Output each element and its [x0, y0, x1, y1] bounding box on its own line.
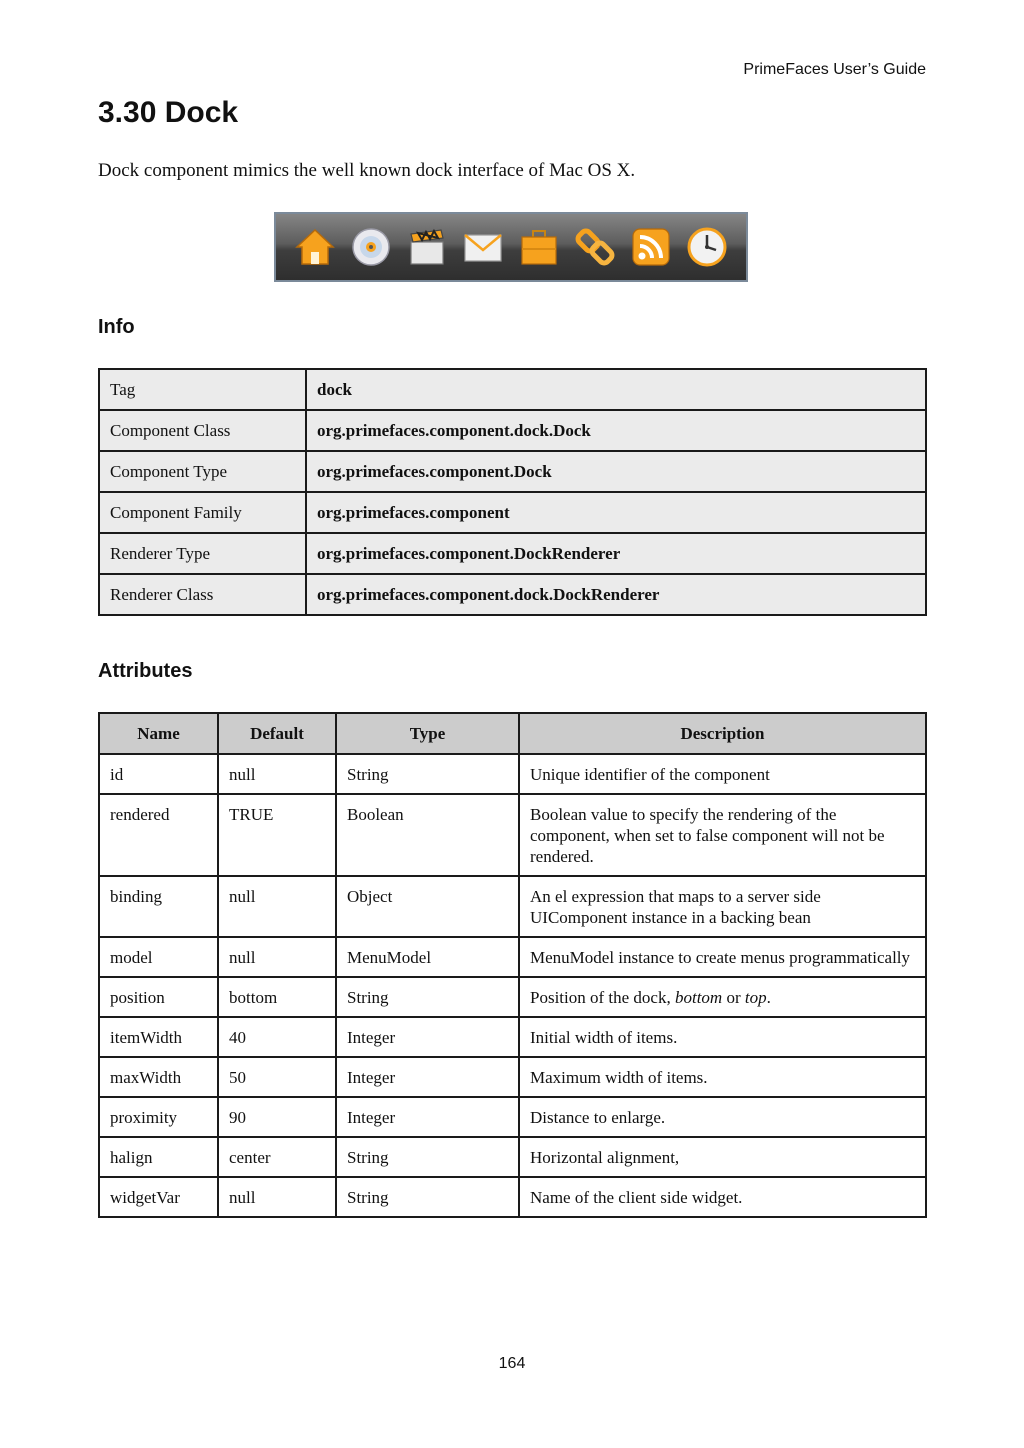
info-label: Component Type: [99, 451, 306, 492]
table-row: [99, 1057, 926, 1097]
info-row: [99, 451, 926, 492]
attribute-description: MenuModel instance to create menus programmatically: [519, 937, 926, 977]
info-label: Renderer Class: [99, 574, 306, 615]
intro-paragraph: Dock component mimics the well known dock interface of Mac OS X.: [98, 160, 636, 181]
attribute-name: proximity: [99, 1097, 218, 1137]
attribute-description: Unique identifier of the component: [519, 754, 926, 794]
attribute-type: Integer: [336, 1057, 519, 1097]
info-row: [99, 410, 926, 451]
attribute-description: [519, 977, 926, 1017]
table-row: [99, 1177, 926, 1217]
attribute-default: null: [218, 876, 336, 937]
attributes-header-row: [99, 713, 926, 754]
description-emphasis: top: [744, 988, 767, 1007]
table-row: [99, 977, 926, 1017]
attribute-name: rendered: [99, 794, 218, 876]
table-row: [99, 1097, 926, 1137]
attribute-type: Boolean: [336, 794, 519, 876]
attribute-name: maxWidth: [99, 1057, 218, 1097]
attribute-description: Name of the client side widget.: [519, 1177, 926, 1217]
info-heading: Info: [98, 316, 135, 338]
description-text: Position of the dock,: [530, 988, 675, 1007]
section-title: 3.30 Dock: [98, 96, 239, 129]
attribute-default: null: [218, 1177, 336, 1217]
column-header-default: Default: [218, 713, 336, 754]
attribute-description: Initial width of items.: [519, 1017, 926, 1057]
table-row: [99, 1017, 926, 1057]
attribute-type: String: [336, 1177, 519, 1217]
attribute-type: Integer: [336, 1097, 519, 1137]
attribute-type: Object: [336, 876, 519, 937]
attribute-description: Distance to enlarge.: [519, 1097, 926, 1137]
page-number: 164: [498, 1355, 526, 1372]
briefcase-icon: [518, 226, 560, 268]
link-icon: [574, 226, 616, 268]
attribute-description: Horizontal alignment,: [519, 1137, 926, 1177]
attribute-description: Maximum width of items.: [519, 1057, 926, 1097]
rss-icon: [630, 226, 672, 268]
info-label: Component Class: [99, 410, 306, 451]
table-row: [99, 937, 926, 977]
attribute-name: halign: [99, 1137, 218, 1177]
info-value: org.primefaces.component.dock.Dock: [306, 410, 926, 451]
attribute-name: id: [99, 754, 218, 794]
clock-icon: [686, 226, 728, 268]
description-emphasis: bottom: [674, 988, 723, 1007]
table-row: [99, 754, 926, 794]
info-value: dock: [306, 369, 926, 410]
dock-screenshot: [274, 212, 748, 282]
description-text: .: [766, 988, 771, 1007]
column-header-type: Type: [336, 713, 519, 754]
attribute-type: String: [336, 1137, 519, 1177]
attribute-name: itemWidth: [99, 1017, 218, 1057]
attribute-name: model: [99, 937, 218, 977]
attribute-name: widgetVar: [99, 1177, 218, 1217]
description-text: or: [722, 988, 745, 1007]
info-row: [99, 574, 926, 615]
info-value: org.primefaces.component.DockRenderer: [306, 533, 926, 574]
attribute-default: bottom: [218, 977, 336, 1017]
table-row: [99, 794, 926, 876]
attribute-description: Boolean value to specify the rendering of the component, when set to false component will not be rendered.: [519, 794, 926, 876]
attribute-description: An el expression that maps to a server side UIComponent instance in a backing bean: [519, 876, 926, 937]
info-value: org.primefaces.component.dock.DockRenderer: [306, 574, 926, 615]
info-row: [99, 492, 926, 533]
attribute-default: 50: [218, 1057, 336, 1097]
info-table: [98, 368, 927, 616]
attribute-default: 90: [218, 1097, 336, 1137]
table-row: [99, 1137, 926, 1177]
attribute-type: String: [336, 754, 519, 794]
cd-icon: [350, 226, 392, 268]
info-value: org.primefaces.component.Dock: [306, 451, 926, 492]
column-header-description: Description: [519, 713, 926, 754]
column-header-name: Name: [99, 713, 218, 754]
attribute-default: 40: [218, 1017, 336, 1057]
attribute-type: MenuModel: [336, 937, 519, 977]
attributes-heading: Attributes: [98, 660, 193, 682]
attribute-type: Integer: [336, 1017, 519, 1057]
info-label: Component Family: [99, 492, 306, 533]
attribute-default: null: [218, 937, 336, 977]
info-label: Renderer Type: [99, 533, 306, 574]
attributes-table: [98, 712, 927, 1218]
attribute-default: center: [218, 1137, 336, 1177]
info-row: [99, 369, 926, 410]
attribute-default: null: [218, 754, 336, 794]
running-header: PrimeFaces User’s Guide: [743, 61, 926, 78]
attribute-name: binding: [99, 876, 218, 937]
table-row: [99, 876, 926, 937]
attribute-type: String: [336, 977, 519, 1017]
info-label: Tag: [99, 369, 306, 410]
attribute-default: TRUE: [218, 794, 336, 876]
mail-icon: [462, 226, 504, 268]
info-value: org.primefaces.component: [306, 492, 926, 533]
clapperboard-icon: [406, 226, 448, 268]
attribute-name: position: [99, 977, 218, 1017]
info-row: [99, 533, 926, 574]
home-icon: [294, 226, 336, 268]
